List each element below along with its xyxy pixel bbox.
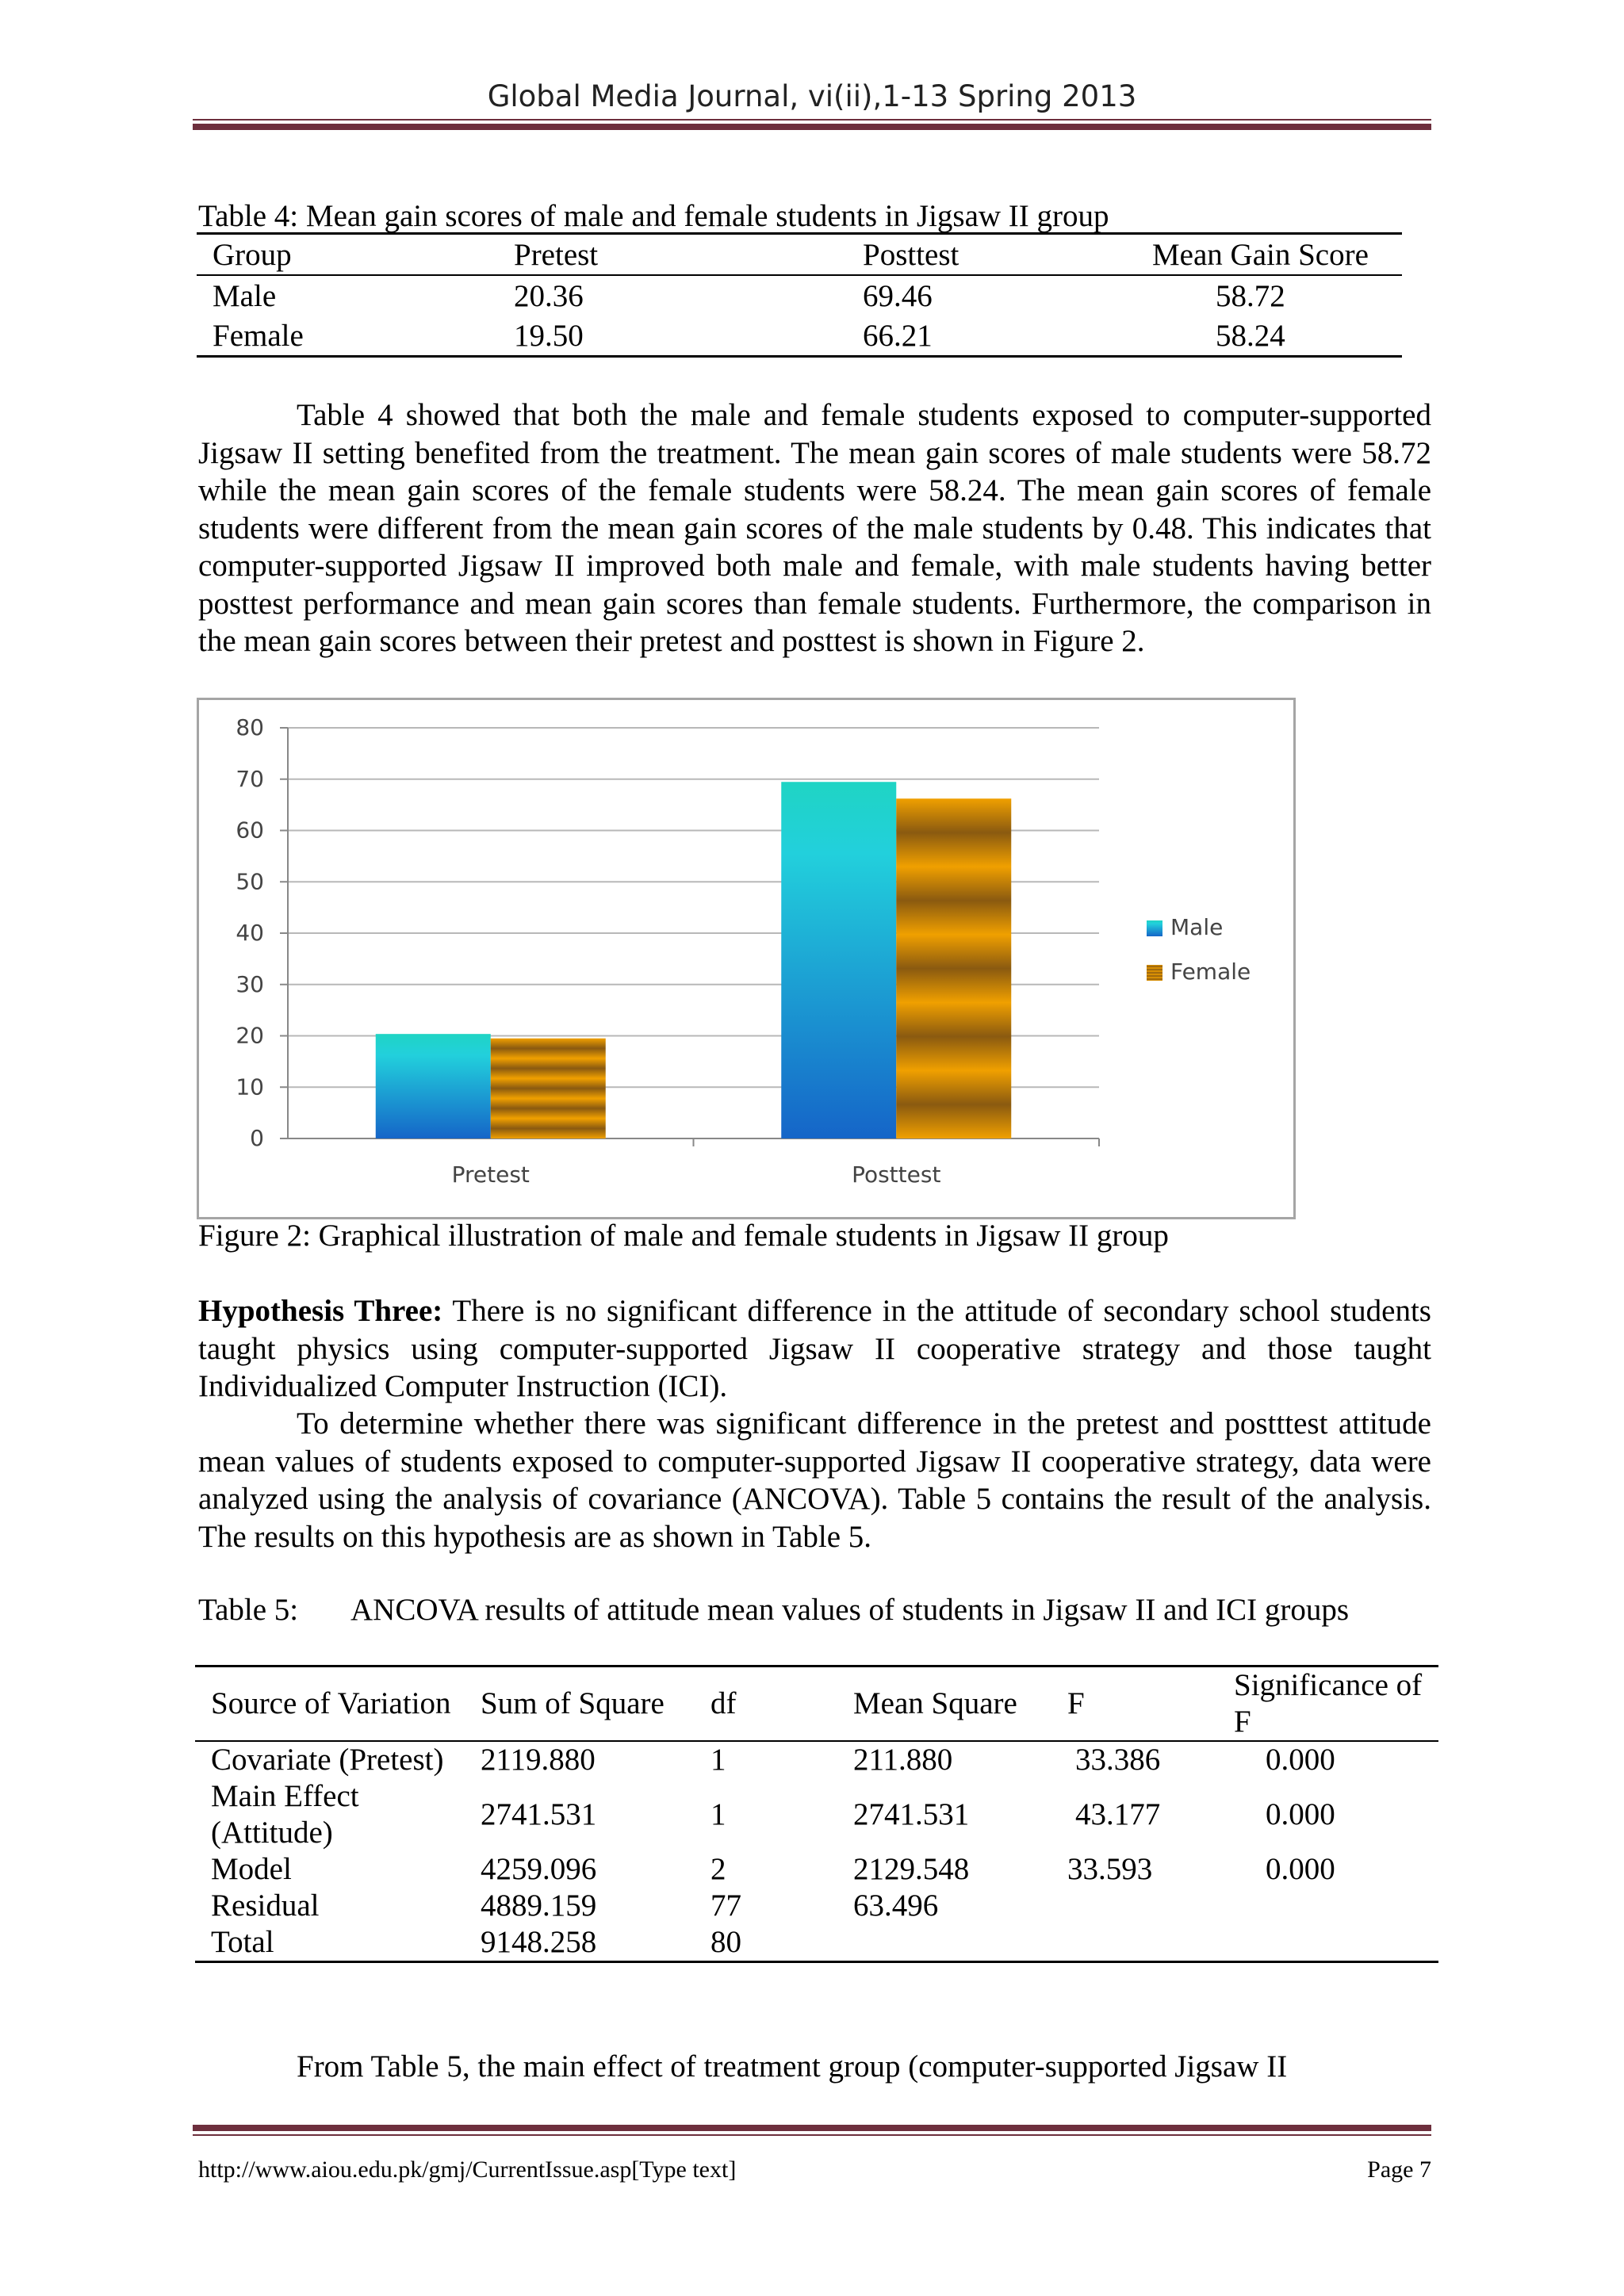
table-cell: Total [211,1925,274,1959]
footer-rule-bottom [193,2134,1431,2136]
figure2-chart [197,698,1296,1219]
header-rule-bottom [193,124,1431,130]
table-cell: 43.177 [1075,1797,1161,1831]
table-cell [837,1924,1051,1962]
table-cell: 58.24 [1216,318,1285,353]
table-header-row [195,1667,1438,1742]
y-tick-label: 10 [236,1073,264,1100]
table-cell: 63.496 [853,1888,939,1923]
bar-female-posttest [896,798,1011,1138]
hypothesis-three-paragraph [198,1292,1431,1406]
table-cell: 0.000 [1266,1743,1335,1777]
table-row [197,316,1402,357]
table-row [195,1924,1438,1962]
table5 [195,1665,1438,1963]
paragraph-ancova-method: To determine whether there was significant difference in the pretest and postttest attitude mean values of students exposed to computer-supported Jigsaw II cooperative strategy, data were analyzed using the analysis of covariance (ANCOVA). Table 5 contains the result of the analysis. The results on this hypothesis are as shown in Table 5. [198,1406,1431,1554]
col-header: F [1067,1686,1085,1720]
table-cell: 80 [710,1925,741,1959]
col-header: Group [213,237,292,272]
paragraph-table4-discussion: Table 4 showed that both the male and female students exposed to computer-supported Jigsaw II setting benefited from the treatment. The mean gain scores of male students were 58.72 while the mean gain scores of the female students were 58.24. The mean gain scores of female students were different from the mean gain scores of the male students by 0.48. This indicates that computer-supported Jigsaw II improved both male and female, with male students having better posttest performance and mean gain scores than female students. Furthermore, the comparison in the mean gain scores between their pretest and posttest is shown in Figure 2. [198,398,1431,658]
col-header: Mean Gain Score [1152,237,1369,272]
table-cell: 4889.159 [481,1888,597,1923]
table-cell: 0.000 [1266,1852,1335,1886]
table5-caption-label: Table 5: [198,1593,299,1627]
table-cell: 33.386 [1075,1743,1161,1777]
col-header: Mean Square [853,1686,1017,1720]
table-row [195,1778,1438,1851]
table-cell: Residual [211,1888,320,1923]
table-cell [1051,1888,1218,1924]
table-cell: 2741.531 [481,1797,597,1831]
y-tick-label: 30 [236,970,264,997]
col-header: Sum of Square [481,1686,665,1720]
table-cell: 33.593 [1067,1852,1153,1886]
table-cell: 1 [710,1743,726,1777]
x-tick-label: Posttest [852,1161,941,1188]
col-header: Source of Variation [211,1686,451,1720]
y-tick-label: 80 [236,714,264,740]
table-row [195,1851,1438,1888]
col-header: Significance of F [1234,1668,1423,1739]
table4 [197,232,1402,358]
table-cell: 9148.258 [481,1925,597,1959]
table-cell: 4259.096 [481,1852,597,1886]
table-cell: Model [211,1852,292,1886]
table5-caption-text: ANCOVA results of attitude mean values of students in Jigsaw II and ICI groups [350,1593,1350,1627]
table-cell: Covariate (Pretest) [211,1743,444,1777]
header-rule-top [193,119,1431,121]
table-cell: 19.50 [514,318,584,353]
journal-header: Global Media Journal, vi(ii),1-13 Spring 2013 [487,79,1137,113]
y-tick-label: 70 [236,765,264,792]
page-number: Page 7 [1367,2156,1431,2183]
table-cell [1218,1888,1438,1924]
legend-label-male: Male [1170,914,1224,940]
hypothesis-label: Hypothesis Three: [198,1294,443,1328]
table-cell: 2129.548 [853,1852,970,1886]
table5-caption [198,1591,1431,1629]
table-header-row [197,234,1402,276]
legend-label-female: Female [1170,959,1251,985]
y-tick-label: 0 [250,1125,264,1151]
table-cell: Male [213,278,277,313]
table-cell: 2 [710,1852,726,1886]
table-cell: Female [213,318,304,353]
table4-caption: Table 4: Mean gain scores of male and female students in Jigsaw II group [198,199,1109,233]
figure2-caption: Figure 2: Graphical illustration of male and female students in Jigsaw II group [198,1219,1169,1253]
table-cell: 69.46 [863,278,933,313]
table-cell: 1 [710,1797,726,1831]
col-header: df [710,1686,737,1720]
table-cell: 58.72 [1216,278,1285,313]
legend-swatch-female [1147,965,1162,981]
table-cell: 2741.531 [853,1797,970,1831]
footer-url: http://www.aiou.edu.pk/gmj/CurrentIssue.asp[Type text] [198,2156,737,2183]
table-cell: 20.36 [514,278,584,313]
table-cell [1051,1924,1218,1962]
bar-male-pretest [376,1034,491,1138]
footer-rule-top [193,2125,1431,2131]
x-tick-label: Pretest [451,1161,530,1188]
col-header: Pretest [514,237,599,272]
table-cell [1218,1924,1438,1962]
table-row [197,275,1402,316]
table-cell: Main Effect (Attitude) [211,1779,359,1850]
bar-chart-svg [199,700,1293,1217]
table-cell: 2119.880 [481,1743,596,1777]
table-row [195,1888,1438,1924]
col-header: Posttest [863,237,959,272]
bar-female-pretest [491,1039,606,1138]
y-tick-label: 40 [236,920,264,946]
legend-swatch-male [1147,920,1162,936]
table-cell: 77 [710,1888,741,1923]
table-row [195,1741,1438,1778]
y-tick-label: 20 [236,1022,264,1049]
table-cell: 66.21 [863,318,933,353]
bar-male-posttest [781,782,896,1138]
table-cell: 0.000 [1266,1797,1335,1831]
y-tick-label: 60 [236,817,264,844]
hypothesis-text: There is no significant difference in the attitude of secondary school students taught physics using computer-supported Jigsaw II cooperative strategy and those taught Individualized Computer Instruction (ICI). [198,1294,1431,1403]
y-tick-label: 50 [236,868,264,895]
table-cell: 211.880 [853,1743,953,1777]
paragraph-table5-discussion: From Table 5, the main effect of treatment group (computer-supported Jigsaw II [297,2049,1288,2084]
